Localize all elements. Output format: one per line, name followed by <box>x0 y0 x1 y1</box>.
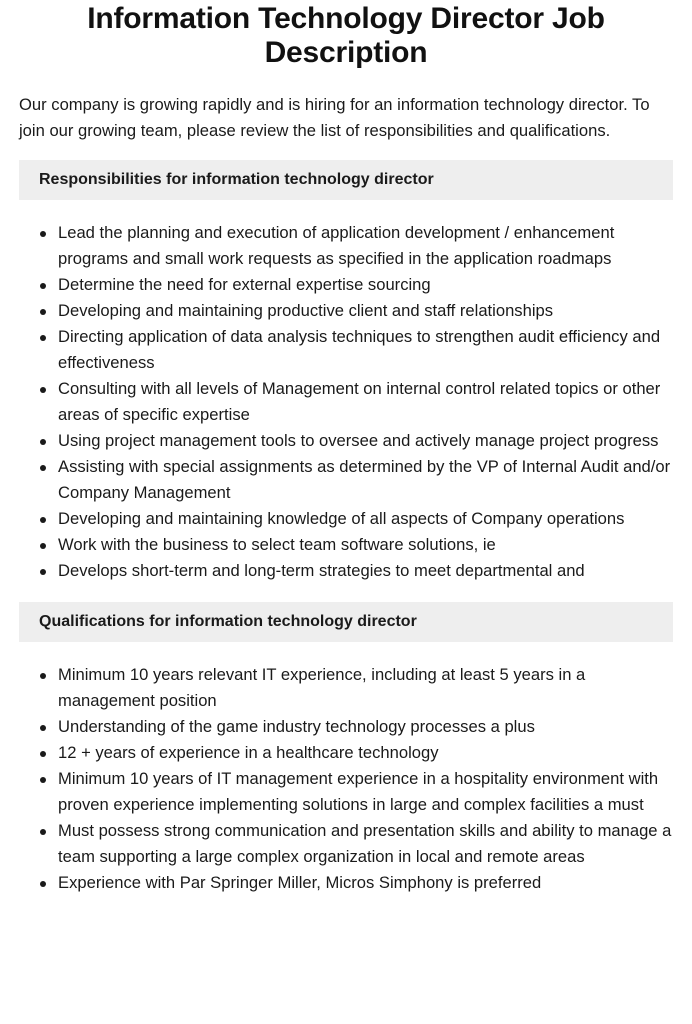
qualification-item <box>58 870 673 896</box>
bullet-icon <box>40 777 46 783</box>
responsibility-item <box>58 324 673 376</box>
responsibility-item <box>58 428 673 454</box>
responsibility-item-text: Develops short-term and long-term strategies to meet departmental and <box>58 561 585 580</box>
bullet-icon <box>40 569 46 575</box>
qualification-item-text: Understanding of the game industry technology processes a plus <box>58 717 535 736</box>
bullet-icon <box>40 751 46 757</box>
bullet-icon <box>40 309 46 315</box>
responsibility-item-text: Developing and maintaining knowledge of all aspects of Company operations <box>58 509 625 528</box>
qualification-item-text: Minimum 10 years relevant IT experience, including at least 5 years in a management position <box>58 665 586 710</box>
qualification-item <box>58 818 673 870</box>
responsibility-item-text: Directing application of data analysis techniques to strengthen audit efficiency and effectiveness <box>58 327 661 372</box>
qualification-item-text: 12 + years of experience in a healthcare technology <box>58 743 439 762</box>
page-title: Information Technology Director Job Description <box>87 2 605 69</box>
qualifications-heading: Qualifications for information technology director <box>19 602 673 642</box>
responsibility-item <box>58 298 673 324</box>
bullet-icon <box>40 673 46 679</box>
responsibility-item-text: Using project management tools to oversee and actively manage project progress <box>58 431 659 450</box>
bullet-icon <box>40 543 46 549</box>
qualification-item <box>58 662 673 714</box>
bullet-icon <box>40 725 46 731</box>
responsibility-item <box>58 532 673 558</box>
qualification-item-text: Must possess strong communication and presentation skills and ability to manage a team supporting a large complex organization in local and remote areas <box>58 821 672 866</box>
qualification-item <box>58 766 673 818</box>
responsibility-item <box>58 220 673 272</box>
responsibility-item <box>58 558 673 584</box>
qualification-item <box>58 714 673 740</box>
qualification-item-text: Experience with Par Springer Miller, Micros Simphony is preferred <box>58 873 542 892</box>
responsibility-item-text: Determine the need for external expertise sourcing <box>58 275 431 294</box>
responsibility-item <box>58 454 673 506</box>
bullet-icon <box>40 881 46 887</box>
qualifications-list <box>19 662 673 896</box>
responsibility-item-text: Work with the business to select team software solutions, ie <box>58 535 496 554</box>
responsibility-item <box>58 272 673 298</box>
bullet-icon <box>40 439 46 445</box>
responsibility-item <box>58 506 673 532</box>
responsibilities-heading: Responsibilities for information technology director <box>19 160 673 200</box>
responsibility-item-text: Developing and maintaining productive client and staff relationships <box>58 301 554 320</box>
bullet-icon <box>40 465 46 471</box>
qualification-item <box>58 740 673 766</box>
responsibility-item-text: Assisting with special assignments as determined by the VP of Internal Audit and/or Company Management <box>58 457 671 502</box>
responsibility-item-text: Consulting with all levels of Management on internal control related topics or other areas of specific expertise <box>58 379 661 424</box>
bullet-icon <box>40 517 46 523</box>
bullet-icon <box>40 387 46 393</box>
responsibility-item-text: Lead the planning and execution of application development / enhancement programs and small work requests as specified in the application roadmaps <box>58 223 615 268</box>
qualification-item-text: Minimum 10 years of IT management experience in a hospitality environment with proven experience implementing solutions in large and complex facilities a must <box>58 769 659 814</box>
intro-paragraph: Our company is growing rapidly and is hiring for an information technology director. To join our growing team, please review the list of responsibilities and qualifications. <box>19 95 650 140</box>
responsibilities-list <box>19 220 673 584</box>
bullet-icon <box>40 335 46 341</box>
bullet-icon <box>40 829 46 835</box>
responsibility-item <box>58 376 673 428</box>
bullet-icon <box>40 231 46 237</box>
bullet-icon <box>40 283 46 289</box>
